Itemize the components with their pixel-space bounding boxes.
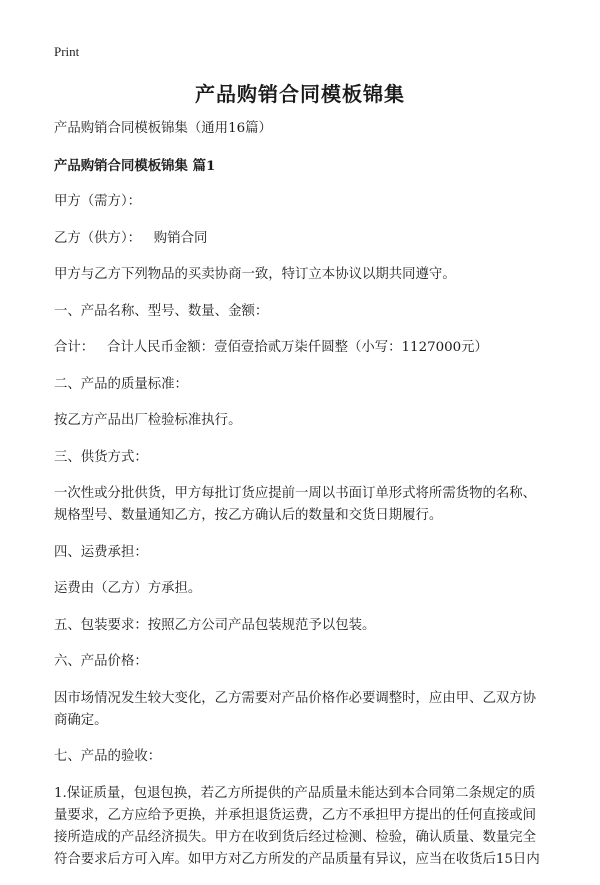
clause-2-text: 按乙方产品出厂检验标准执行。 <box>54 413 242 428</box>
clause-7-text: 1.保证质量，包退包换，若乙方所提供的产品质量未能达到本合同第二条规定的质量要求，乙方应给予更换，并承担退货运费，乙方不承担甲方提出的任何直接或间接所造成的产品经济损失。甲方在收到货后经过检测、检验，确认质量、数量完全符合要求后方可入库。如甲方对乙方所发的产品质量有异议，应当在收货后15日内 <box>54 785 540 867</box>
print-link[interactable]: Print <box>54 44 80 59</box>
section-heading: 产品购销合同模板锦集 篇1 <box>54 157 216 174</box>
clause-3-heading: 三、供货方式： <box>54 449 148 465</box>
clause-7-heading: 七、产品的验收： <box>54 749 162 764</box>
clause-6-text: 因市场情况发生较大变化，乙方需要对产品价格作必要调整时，应由甲、乙双方协商确定。 <box>54 690 537 728</box>
clause-2-heading: 二、产品的质量标准： <box>54 376 188 392</box>
total-amount-line: 合计： 合计人民币金额：壹佰壹拾贰万柒仟圆整（小写：1127000元） <box>54 340 488 355</box>
paragraph-subtitle: 产品购销合同模板锦集（通用16篇） <box>54 121 272 136</box>
clause-4-text: 运费由（乙方）方承担。 <box>54 581 202 596</box>
clause-6-heading: 六、产品价格： <box>54 654 148 669</box>
clause-3-text: 一次性或分批供货，甲方每批订货应提前一周以书面订单形式将所需货物的名称、规格型号、数量通知乙方，按乙方确认后的数量和交货日期履行。 <box>54 486 537 523</box>
party-b-line: 乙方（供方）： 购销合同 <box>54 230 208 246</box>
clause-1-heading: 一、产品名称、型号、数量、金额： <box>54 303 269 319</box>
document-body <box>54 118 548 885</box>
document-title: 产品购销合同模板锦集 <box>195 82 405 106</box>
party-a-line: 甲方（需方）： <box>54 194 142 209</box>
clause-4-heading: 四、运费承担： <box>54 544 148 560</box>
agreement-intro: 甲方与乙方下列物品的买卖协商一致，特订立本协议以期共同遵守。 <box>54 267 456 282</box>
clause-5-text: 五、包装要求：按照乙方公司产品包装规范予以包装。 <box>54 617 376 633</box>
